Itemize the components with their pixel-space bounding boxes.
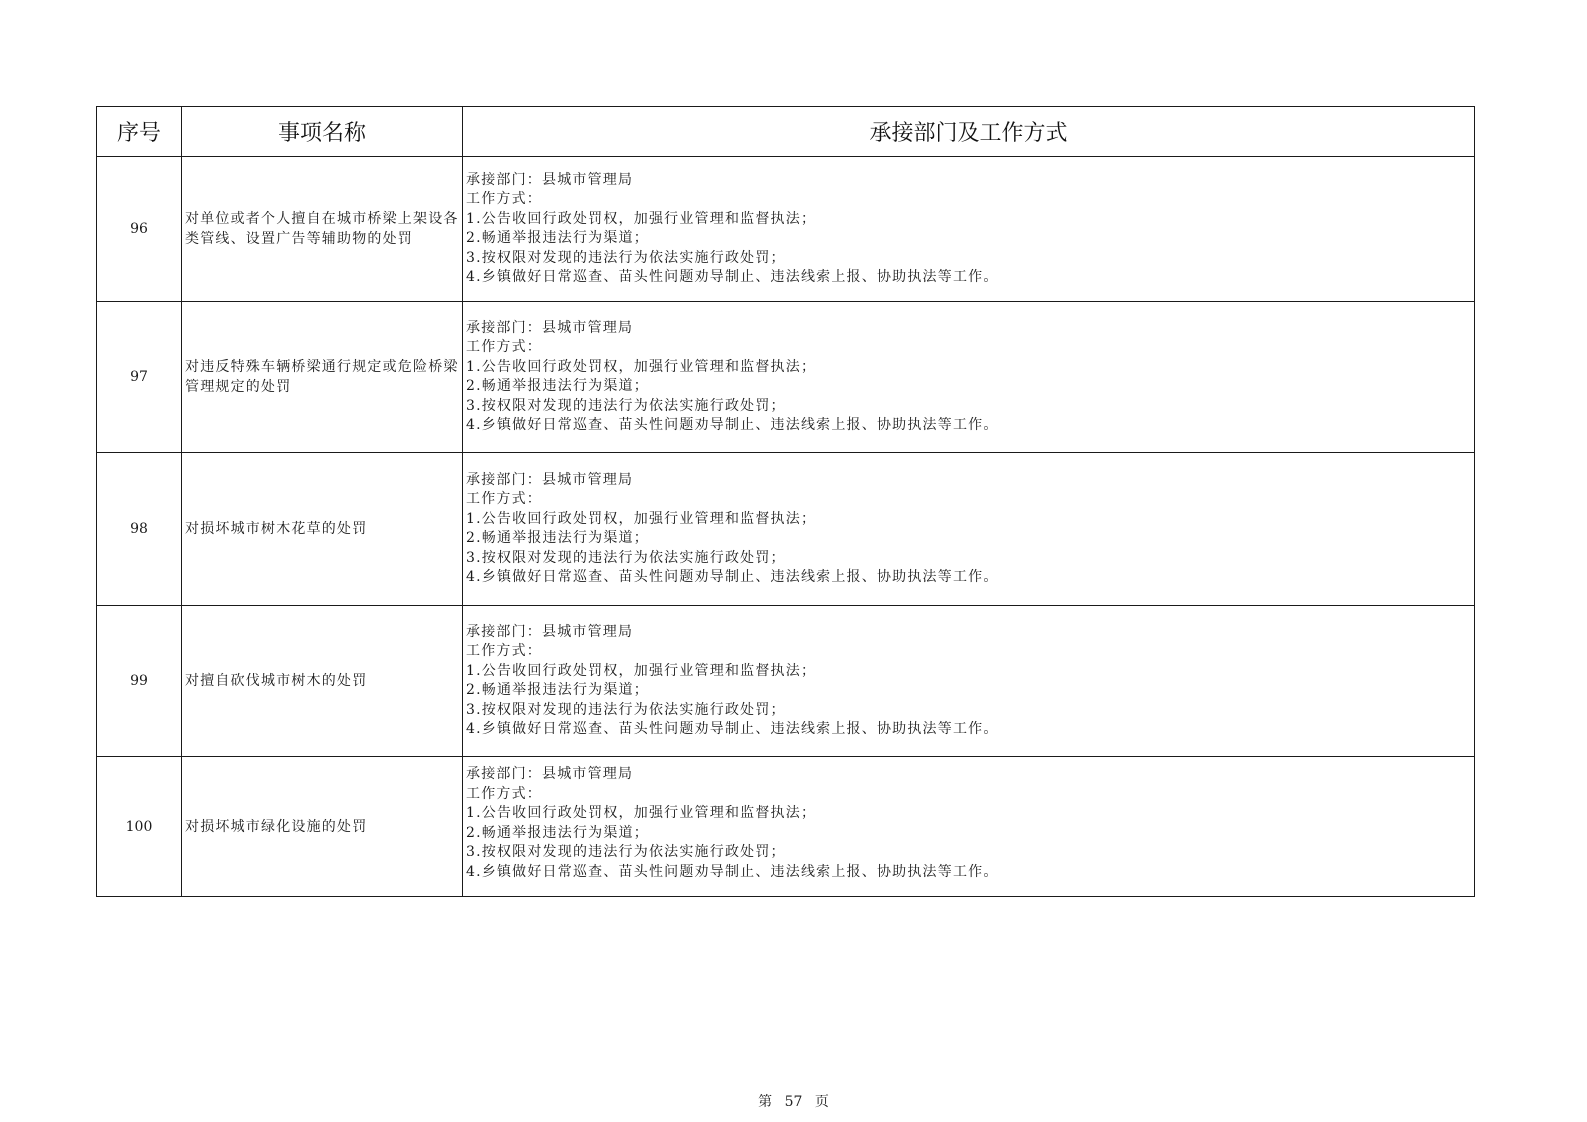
table-row [97,302,1475,453]
method-step-3: 3.按权限对发现的违法行为依法实施行政处罚； [466,397,786,414]
method-step-4: 4.乡镇做好日常巡查、苗头性问题劝导制止、违法线索上报、协助执法等工作。 [466,269,999,285]
page-suffix: 页 [814,1094,829,1110]
method-step-1: 1.公告收回行政处罚权，加强行业管理和监督执法； [466,510,817,527]
row-department-method [463,302,1475,453]
row-item-name: 对损坏城市绿化设施的处罚 [182,757,463,897]
method-step-2: 2.畅通举报违法行为渠道； [466,824,649,841]
row-number: 97 [97,302,182,453]
method-step-1: 1.公告收回行政处罚权，加强行业管理和监督执法； [466,358,817,375]
row-department-method [463,757,1475,897]
method-step-2: 2.畅通举报违法行为渠道； [466,682,649,698]
method-heading-line: 工作方式： [466,785,542,802]
row-department-method [463,157,1475,302]
method-step-2: 2.畅通举报违法行为渠道； [466,230,649,246]
method-step-3: 3.按权限对发现的违法行为依法实施行政处罚； [466,249,786,266]
table-row [97,606,1475,757]
method-step-3: 3.按权限对发现的违法行为依法实施行政处罚； [466,701,786,718]
row-department-method [463,453,1475,606]
row-item-name: 对擅自砍伐城市树木的处罚 [182,606,463,757]
method-heading-line: 工作方式： [466,643,542,659]
row-item-name: 对单位或者个人擅自在城市桥梁上架设各类管线、设置广告等辅助物的处罚 [182,157,463,302]
method-step-1: 1.公告收回行政处罚权，加强行业管理和监督执法； [466,210,817,227]
method-heading-line: 工作方式： [466,491,542,507]
department-line: 承接部门：县城市管理局 [466,319,634,336]
table-header-row [97,107,1475,157]
header-department-and-method: 承接部门及工作方式 [463,107,1475,157]
method-step-1: 1.公告收回行政处罚权，加强行业管理和监督执法； [466,662,817,679]
row-number: 99 [97,606,182,757]
page-prefix: 第 [758,1094,773,1110]
method-heading-line: 工作方式： [466,339,542,355]
row-item-name: 对损坏城市树木花草的处罚 [182,453,463,606]
row-item-name: 对违反特殊车辆桥梁通行规定或危险桥梁管理规定的处罚 [182,302,463,453]
department-line: 承接部门：县城市管理局 [466,471,634,488]
page-number: 57 [784,1094,803,1110]
method-step-4: 4.乡镇做好日常巡查、苗头性问题劝导制止、违法线索上报、协助执法等工作。 [466,417,999,433]
method-step-4: 4.乡镇做好日常巡查、苗头性问题劝导制止、违法线索上报、协助执法等工作。 [466,721,999,737]
department-line: 承接部门：县城市管理局 [466,171,634,188]
header-item-name: 事项名称 [182,107,463,157]
header-serial-number: 序号 [97,107,182,157]
method-step-1: 1.公告收回行政处罚权，加强行业管理和监督执法； [466,805,817,821]
row-department-method [463,606,1475,757]
table-row [97,453,1475,606]
department-line: 承接部门：县城市管理局 [466,623,634,640]
method-step-3: 3.按权限对发现的违法行为依法实施行政处罚； [466,844,786,860]
method-step-4: 4.乡镇做好日常巡查、苗头性问题劝导制止、违法线索上报、协助执法等工作。 [466,863,999,880]
method-step-4: 4.乡镇做好日常巡查、苗头性问题劝导制止、违法线索上报、协助执法等工作。 [466,569,999,585]
row-number: 96 [97,157,182,302]
method-step-3: 3.按权限对发现的违法行为依法实施行政处罚； [466,549,786,566]
department-line: 承接部门：县城市管理局 [466,766,634,782]
items-table [96,106,1475,897]
table-row [97,757,1475,897]
table-row [97,157,1475,302]
method-step-2: 2.畅通举报违法行为渠道； [466,378,649,394]
page-footer [0,1091,1587,1111]
method-heading-line: 工作方式： [466,191,542,207]
row-number: 98 [97,453,182,606]
row-number: 100 [97,757,182,897]
method-step-2: 2.畅通举报违法行为渠道； [466,530,649,546]
